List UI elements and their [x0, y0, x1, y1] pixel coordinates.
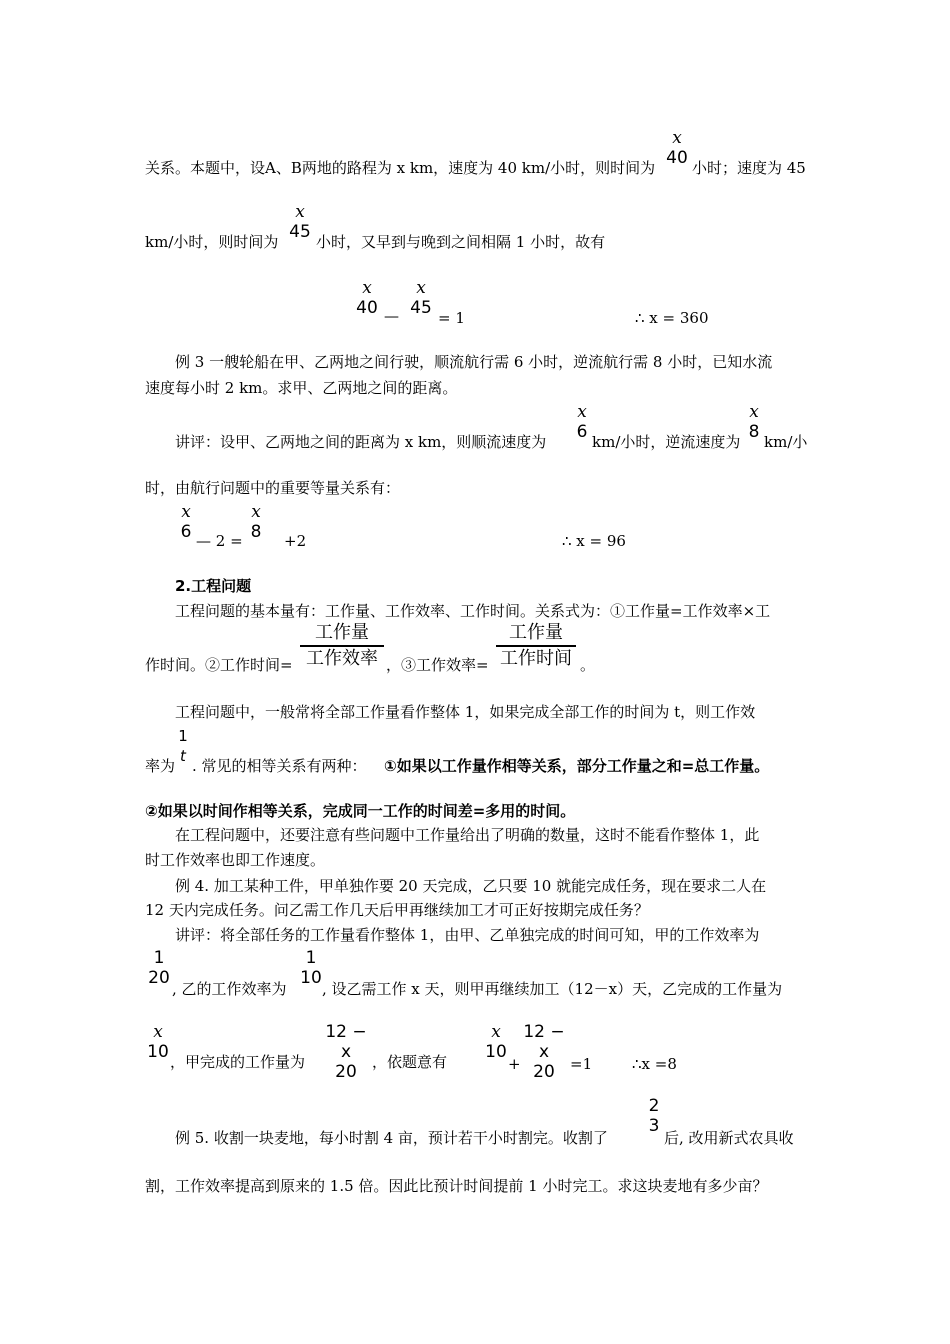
fraction-denominator: 6	[576, 422, 588, 442]
fraction	[248, 502, 264, 542]
text-line: km/小	[764, 433, 808, 451]
text-line: 例 4. 加工某种工件，甲单独作要 20 天完成，乙只要 10 就能完成任务，现在要求二人在	[175, 877, 767, 895]
equation-rhs: =1	[570, 1055, 593, 1073]
fraction-numerator: x	[672, 128, 682, 148]
fraction-numerator: x	[362, 278, 372, 298]
equation-result: ∴x =8	[632, 1055, 677, 1073]
text-line: 讲评：将全部任务的工作量看作整体 1，由甲、乙单独完成的时间可知，甲的工作效率为	[175, 926, 760, 944]
fraction-bar	[496, 645, 576, 647]
fraction-numerator: x	[295, 202, 305, 222]
fraction-denominator: 6	[180, 522, 192, 542]
fraction-numerator: 1	[178, 727, 188, 745]
fraction-denominator: 20	[335, 1062, 357, 1082]
text-line: 例 5. 收割一块麦地，每小时割 4 亩，预计若干小时割完。收割了	[175, 1129, 608, 1147]
fraction-denominator: 8	[748, 422, 760, 442]
fraction	[664, 128, 690, 168]
fraction-denominator: 45	[289, 222, 311, 242]
fraction-numerator: 2	[648, 1096, 660, 1116]
fraction-denominator: 工作时间	[500, 648, 572, 669]
fraction	[746, 402, 762, 442]
text-line: 关系。本题中，设A、B两地的路程为 x km，速度为 40 km/小时，则时间为	[145, 159, 656, 177]
fraction-bar	[300, 645, 384, 647]
text-line: 讲评：设甲、乙两地之间的距离为 x km，则顺流速度为	[175, 433, 547, 451]
text-line: , 设乙需工作 x 天，则甲再继续加工（12－x）天，乙完成的工作量为	[322, 980, 783, 998]
text-line: 小时，又早到与晚到之间相隔 1 小时，故有	[316, 233, 606, 251]
fraction	[646, 1096, 662, 1136]
fraction-denominator: 45	[410, 298, 432, 318]
fraction	[484, 1022, 508, 1062]
equation-result: ∴ x = 360	[635, 309, 709, 327]
fraction-numerator: 1	[153, 948, 165, 968]
fraction	[146, 1022, 170, 1062]
text-line: ，依题意有	[372, 1053, 448, 1071]
fraction-denominator: 20	[148, 968, 170, 988]
fraction-denominator: 40	[666, 148, 688, 168]
text-line: 作时间。②工作时间=	[145, 656, 293, 674]
fraction-numerator: 12 − x	[523, 1022, 565, 1062]
text-line: 率为	[145, 757, 176, 775]
text-line: 例 3 一艘轮船在甲、乙两地之间行驶，顺流航行需 6 小时，逆流航行需 8 小时，已知水流	[175, 353, 773, 371]
fraction	[408, 278, 434, 318]
fraction-numerator: x	[416, 278, 426, 298]
fraction-denominator: 10	[300, 968, 322, 988]
fraction-denominator: 20	[533, 1062, 555, 1082]
fraction	[574, 402, 590, 442]
fraction-denominator: 10	[485, 1042, 507, 1062]
section-heading: 2.工程问题	[175, 577, 252, 595]
fraction-denominator: 工作效率	[306, 648, 378, 669]
fraction-numerator: 工作量	[509, 622, 563, 643]
text-line: 时工作效率也即工作速度。	[145, 851, 326, 869]
equation-rhs: = 1	[438, 309, 465, 327]
fraction-denominator: t	[180, 747, 186, 765]
fraction-denominator: 10	[147, 1042, 169, 1062]
text-line: 工程问题的基本量有：工作量、工作效率、工作时间。关系式为：①工作量=工作效率×工	[175, 602, 771, 620]
text-line: 小时；速度为 45	[692, 159, 806, 177]
fraction-numerator: x	[491, 1022, 501, 1042]
fraction	[496, 622, 576, 670]
fraction-denominator: 3	[648, 1116, 660, 1136]
text-line: ，③工作效率=	[386, 656, 489, 674]
text-line: 工程问题中，一般常将全部工作量看作整体 1，如果完成全部工作的时间为 t，则工作效	[175, 703, 756, 721]
fraction-numerator: x	[153, 1022, 163, 1042]
fraction-numerator: x	[181, 502, 191, 522]
fraction	[516, 1022, 572, 1082]
fraction	[299, 948, 323, 988]
fraction	[287, 202, 313, 242]
bold-text: ①如果以工作量作相等关系，部分工作量之和=总工作量。	[384, 757, 770, 775]
text-line: 速度每小时 2 km。求甲、乙两地之间的距离。	[145, 379, 458, 397]
text-line: 时，由航行问题中的重要等量关系有：	[145, 479, 401, 497]
fraction	[300, 622, 384, 670]
bold-text: ②如果以时间作相等关系，完成同一工作的时间差=多用的时间。	[145, 802, 576, 820]
fraction-numerator: x	[251, 502, 261, 522]
text-line: 割，工作效率提高到原来的 1.5 倍。因此比预计时间提前 1 小时完工。求这块麦地有多少亩？	[145, 1177, 768, 1195]
equation-result: ∴ x = 96	[562, 532, 626, 550]
minus-sign: —	[384, 307, 399, 325]
fraction-denominator: 40	[356, 298, 378, 318]
text-line: 后, 改用新式农具收	[664, 1129, 794, 1147]
equation-middle: — 2 =	[196, 532, 243, 550]
equation-rhs: +2	[284, 532, 307, 550]
fraction-numerator: x	[577, 402, 587, 422]
fraction	[318, 1022, 374, 1082]
text-line: . 常见的相等关系有两种：	[192, 757, 367, 775]
fraction-numerator: 工作量	[315, 622, 369, 643]
fraction-denominator: 8	[250, 522, 262, 542]
text-line: 12 天内完成任务。问乙需工作几天后甲再继续加工才可正好按期完成任务？	[145, 901, 649, 919]
fraction	[178, 502, 194, 542]
fraction-numerator: 1	[305, 948, 317, 968]
fraction	[146, 948, 172, 988]
text-line: , 乙的工作效率为	[172, 980, 287, 998]
text-line: km/小时，逆流速度为	[592, 433, 741, 451]
text-line: 在工程问题中，还要注意有些问题中工作量给出了明确的数量，这时不能看作整体 1，此	[175, 826, 760, 844]
text-line: km/小时，则时间为	[145, 233, 279, 251]
fraction	[354, 278, 380, 318]
fraction-numerator: x	[749, 402, 759, 422]
plus-sign: +	[508, 1055, 521, 1073]
text-line: ，甲完成的工作量为	[170, 1053, 306, 1071]
text-line: 。	[580, 656, 596, 674]
fraction-numerator: 12 − x	[325, 1022, 367, 1062]
fraction	[176, 726, 190, 766]
